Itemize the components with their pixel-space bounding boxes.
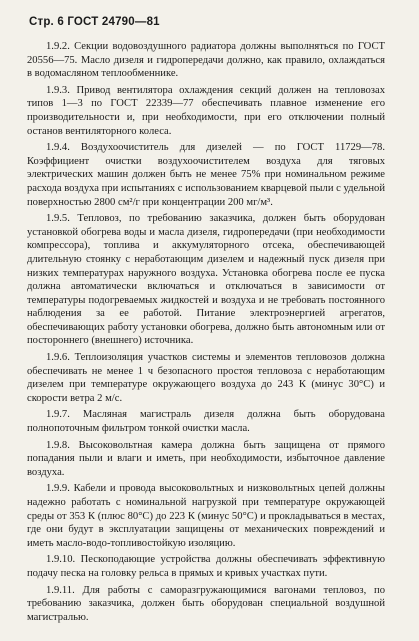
document-body (27, 40, 385, 624)
paragraph-1-9-10: 1.9.10. Пескоподающие устройства должны обеспечивать эффективную подачу песка на головку рельса в прямых и кривых участках пути. (27, 554, 385, 579)
paragraph-1-9-8: 1.9.8. Высоковольтная камера должна быть защищена от прямого попадания пыли и влаги и иметь, при необходимости, избыточное давление воздуха. (27, 439, 385, 478)
paragraph-1-9-11: 1.9.11. Для работы с саморазгружающимися вагонами тепловоз, по требованию заказчика, должен быть оборудован специальной воздушной магистралью. (27, 584, 385, 623)
paragraph-1-9-5: 1.9.5. Тепловоз, по требованию заказчика, должен быть оборудован установкой обогрева воды и масла дизеля, гидропередачи (при необходимости компрессора), топлива и аккумуляторного отсека, обеспечивающей длительную стоянку с неработающим дизелем и надежный пуск дизеля при низких температурах наружного воздуха. Установка обогрева после ее пуска должна автоматически включаться и отключаться в зависимости от температуры подогреваемых жидкостей и воздуха и не требовать постоянного наблюдения за ее работой. Питание электроэнергией агрегатов, обеспечивающих работу установки обогрева, должно быть автономным или от постороннего (внешнего) источника. (27, 213, 385, 347)
page-header: Стр. 6 ГОСТ 24790—81 (29, 16, 160, 28)
paragraph-1-9-9: 1.9.9. Кабели и провода высоковольтных и низковольтных цепей должны надежно работать с номинальной нагрузкой при температуре окружающей среды от 353 К (плюс 80°С) до 223 К (минус 50°С) и прокладываться в местах, где они будут в эксплуатации защищены от механических повреждений и иметь масло-водо-топливостойкую изоляцию. (27, 483, 385, 549)
paragraph-1-9-6: 1.9.6. Теплоизоляция участков системы и элементов тепловозов должна обеспечивать не менее 1 ч безопасного простоя тепловоза с неработающим дизелем при температуре окружающего воздуха до 243 К (минус 30°С) и скорости ветра 2 м/с. (27, 352, 385, 404)
paragraph-1-9-3: 1.9.3. Привод вентилятора охлаждения секций должен на тепловозах типов 1—3 по ГОСТ 22339—77 обеспечивать плавное изменение его производительности и, при необходимости, при его отключении полный останов вентиляторного колеса. (27, 84, 385, 137)
paragraph-1-9-4: 1.9.4. Воздухоочиститель для дизелей — по ГОСТ 11729—78. Коэффициент очистки воздухоочистителем воздуха для тяговых электрических машин должен быть не менее 75% при номинальном режиме расхода воздуха при испытаниях с использованием кварцевой пыли с удельной поверхностью 2800 см²/г при концентрации 200 мг/м³. (27, 142, 385, 208)
paragraph-1-9-2: 1.9.2. Секции водовоздушного радиатора должны выполняться по ГОСТ 20556—75. Масло дизеля и гидропередачи должно, как правило, охлаждаться в водомасляном теплообменнике. (27, 41, 385, 80)
paragraph-1-9-7: 1.9.7. Масляная магистраль дизеля должна быть оборудована полнопоточным фильтром тонкой очистки масла. (27, 409, 385, 435)
